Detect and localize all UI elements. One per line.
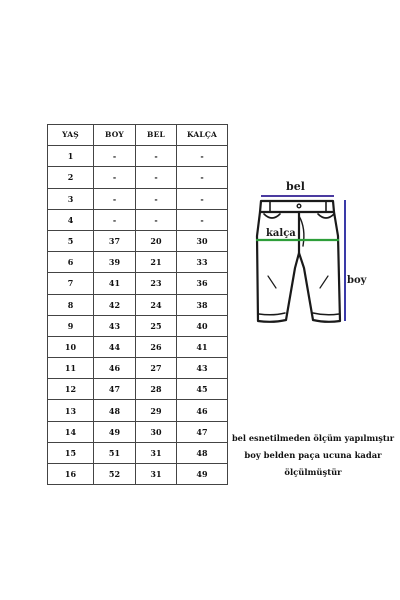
table-row <box>48 358 228 379</box>
cell-age: 8 <box>48 294 94 315</box>
table-row <box>48 442 228 463</box>
cell-waist: - <box>136 209 177 230</box>
cell-length: - <box>94 209 136 230</box>
cell-length: 37 <box>94 230 136 251</box>
table-body <box>48 146 228 485</box>
table-row <box>48 400 228 421</box>
cell-waist: 26 <box>136 336 177 357</box>
trousers-outline-icon <box>257 201 340 322</box>
cell-hip: 43 <box>177 358 228 379</box>
cell-waist: 27 <box>136 358 177 379</box>
cell-length: 43 <box>94 315 136 336</box>
cell-age: 1 <box>48 146 94 167</box>
header-waist: BEL <box>136 125 177 146</box>
cell-hip: 30 <box>177 230 228 251</box>
cell-hip: 33 <box>177 252 228 273</box>
cell-hip: - <box>177 209 228 230</box>
cell-waist: 28 <box>136 379 177 400</box>
cell-length: 41 <box>94 273 136 294</box>
note-line-2: boy belden paça ucuna kadar <box>244 450 382 460</box>
cell-age: 16 <box>48 464 94 485</box>
cell-hip: - <box>177 188 228 209</box>
cell-length: 46 <box>94 358 136 379</box>
note-line-1: bel esnetilmeden ölçüm yapılmıştır <box>231 433 395 443</box>
table-row <box>48 209 228 230</box>
cell-length: 42 <box>94 294 136 315</box>
cell-hip: 47 <box>177 421 228 442</box>
cell-waist: 23 <box>136 273 177 294</box>
cell-hip: 40 <box>177 315 228 336</box>
table-row <box>48 464 228 485</box>
table-header-row <box>48 125 228 146</box>
cell-waist: 31 <box>136 442 177 463</box>
cell-waist: 30 <box>136 421 177 442</box>
cell-length: - <box>94 167 136 188</box>
cell-length: 52 <box>94 464 136 485</box>
header-length: BOY <box>94 125 136 146</box>
cell-length: - <box>94 146 136 167</box>
cell-waist: 21 <box>136 252 177 273</box>
cell-length: 39 <box>94 252 136 273</box>
cell-waist: - <box>136 167 177 188</box>
cell-hip: 48 <box>177 442 228 463</box>
cell-age: 2 <box>48 167 94 188</box>
cell-hip: 41 <box>177 336 228 357</box>
cell-waist: 29 <box>136 400 177 421</box>
table-row <box>48 336 228 357</box>
cell-hip: 49 <box>177 464 228 485</box>
hip-label: kalça <box>266 228 296 239</box>
table-row <box>48 315 228 336</box>
cell-waist: 20 <box>136 230 177 251</box>
table-row <box>48 230 228 251</box>
cell-length: 51 <box>94 442 136 463</box>
waist-label: bel <box>286 180 305 193</box>
cell-length: 44 <box>94 336 136 357</box>
trousers-diagram <box>248 176 370 326</box>
cell-hip: 45 <box>177 379 228 400</box>
table-row <box>48 273 228 294</box>
cell-waist: 31 <box>136 464 177 485</box>
cell-waist: 24 <box>136 294 177 315</box>
cell-waist: - <box>136 146 177 167</box>
cell-age: 9 <box>48 315 94 336</box>
cell-length: 48 <box>94 400 136 421</box>
cell-waist: - <box>136 188 177 209</box>
cell-age: 13 <box>48 400 94 421</box>
cell-age: 6 <box>48 252 94 273</box>
cell-age: 5 <box>48 230 94 251</box>
note-line-3: ölçülmüştür <box>284 467 342 477</box>
cell-age: 15 <box>48 442 94 463</box>
cell-hip: - <box>177 167 228 188</box>
size-chart-table <box>47 124 228 485</box>
cell-length: 49 <box>94 421 136 442</box>
cell-age: 14 <box>48 421 94 442</box>
cell-age: 10 <box>48 336 94 357</box>
table-row <box>48 188 228 209</box>
cell-length: - <box>94 188 136 209</box>
cell-waist: 25 <box>136 315 177 336</box>
cell-hip: 38 <box>177 294 228 315</box>
cell-age: 11 <box>48 358 94 379</box>
table-row <box>48 146 228 167</box>
table-row <box>48 167 228 188</box>
table-row <box>48 421 228 442</box>
cell-hip: - <box>177 146 228 167</box>
table-row <box>48 252 228 273</box>
cell-age: 4 <box>48 209 94 230</box>
cell-length: 47 <box>94 379 136 400</box>
cell-age: 12 <box>48 379 94 400</box>
header-hip: KALÇA <box>177 125 228 146</box>
table-row <box>48 294 228 315</box>
length-label: boy <box>347 275 367 286</box>
cell-age: 3 <box>48 188 94 209</box>
table-row <box>48 379 228 400</box>
cell-age: 7 <box>48 273 94 294</box>
cell-hip: 36 <box>177 273 228 294</box>
header-age: YAŞ <box>48 125 94 146</box>
cell-hip: 46 <box>177 400 228 421</box>
